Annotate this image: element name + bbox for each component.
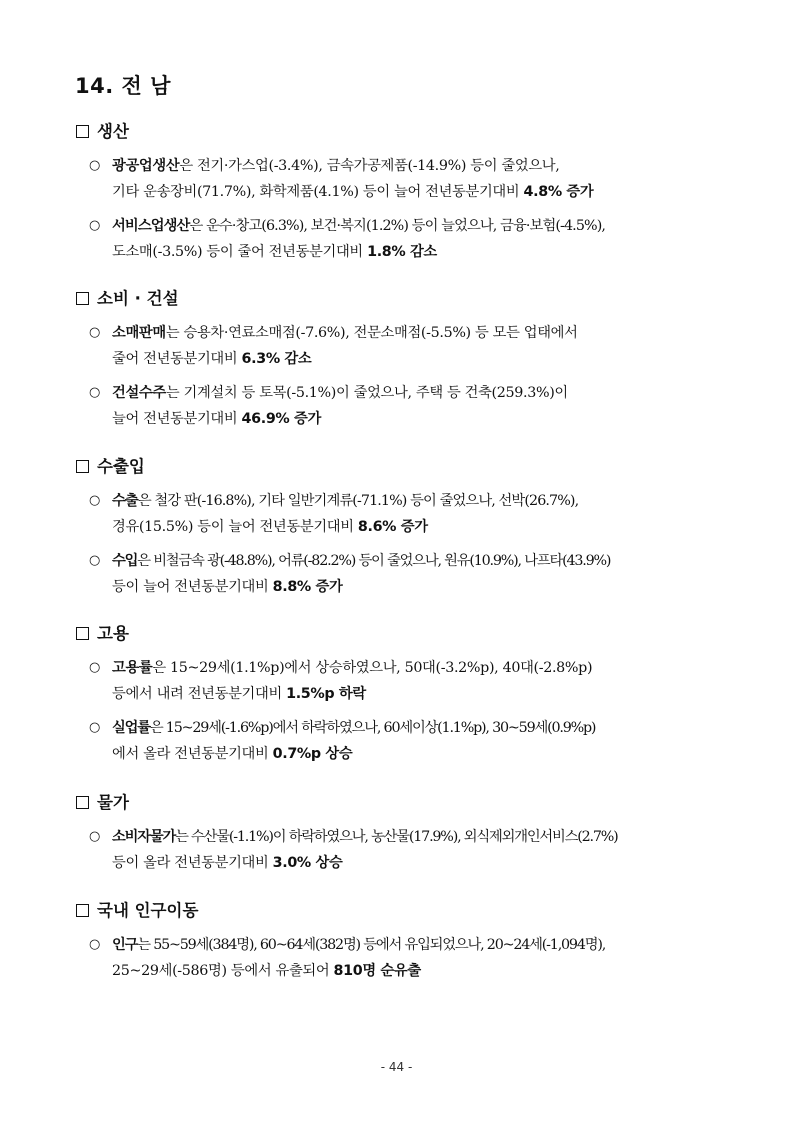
checkbox-square-icon	[76, 125, 89, 138]
page-title: 14. 전 남	[75, 74, 171, 98]
checkbox-square-icon	[76, 904, 89, 917]
item-keyword: 광공업생산	[112, 158, 180, 174]
item-keyword: 인구	[112, 937, 138, 953]
item-result: 46.9% 증가	[241, 411, 321, 427]
list-item	[76, 824, 726, 876]
list-item	[76, 153, 726, 205]
circle-bullet-icon: ○	[89, 325, 100, 340]
item-result: 3.0% 상승	[272, 855, 343, 871]
checkbox-square-icon	[76, 796, 89, 809]
item-result: 810명 순유출	[333, 963, 421, 979]
item-keyword: 수출	[112, 493, 138, 509]
list-item	[76, 932, 726, 984]
list-item	[76, 548, 726, 600]
item-text: 은 전기·가스업(-3.4%), 금속가공제품(-14.9%) 등이 줄었으나,	[179, 158, 560, 174]
item-text: 는 수산물(-1.1%)이 하락하였으나, 농산물(17.9%), 외식제외개인서비스(2.7%)	[175, 829, 618, 845]
circle-bullet-icon: ○	[89, 553, 100, 568]
item-result: 1.5%p 하락	[286, 686, 366, 702]
item-text: 등이 올라 전년동분기대비	[112, 855, 273, 871]
section-employment	[76, 621, 726, 767]
item-keyword: 수입	[112, 553, 138, 569]
list-item	[76, 488, 726, 540]
item-keyword: 소매판매	[112, 325, 166, 341]
item-text: 25~29세(-586명) 등에서 유출되어	[112, 963, 334, 979]
item-text: 도소매(-3.5%) 등이 줄어 전년동분기대비	[112, 244, 368, 260]
item-text: 은 15~29세(-1.6%p)에서 하락하였으나, 60세이상(1.1%p), 30~59세(0.9%p)	[149, 720, 596, 736]
checkbox-square-icon	[76, 460, 89, 473]
list-item	[76, 380, 726, 432]
item-result: 6.3% 감소	[241, 351, 312, 367]
item-keyword: 건설수주	[112, 385, 166, 401]
item-text: 은 철강 판(-16.8%), 기타 일반기계류(-71.1%) 등이 줄었으나, 선박(26.7%),	[137, 493, 579, 509]
item-keyword: 고용률	[112, 660, 153, 676]
circle-bullet-icon: ○	[89, 660, 100, 675]
circle-bullet-icon: ○	[89, 218, 100, 233]
item-result: 1.8% 감소	[367, 244, 437, 260]
list-item	[76, 213, 726, 265]
section-heading: 국내 인구이동	[76, 898, 726, 924]
item-result: 4.8% 증가	[523, 184, 594, 200]
item-keyword: 소비자물가	[112, 829, 176, 845]
section-heading: 소비 · 건설	[76, 286, 726, 312]
item-text: 에서 올라 전년동분기대비	[112, 746, 273, 762]
item-text: 는 승용차·연료소매점(-7.6%), 전문소매점(-5.5%) 등 모든 업태에서	[165, 325, 578, 341]
item-text: 은 운수·창고(6.3%), 보건·복지(1.2%) 등이 늘었으나, 금융·보험(-4.5%),	[189, 218, 606, 234]
item-text: 은 15~29세(1.1%p)에서 상승하였으나, 50대(-3.2%p), 40대(-2.8%p)	[152, 660, 593, 676]
circle-bullet-icon: ○	[89, 937, 100, 952]
item-text: 경유(15.5%) 등이 늘어 전년동분기대비	[112, 519, 358, 535]
list-item	[76, 320, 726, 372]
section-heading: 물가	[76, 790, 726, 816]
page-number: - 44 -	[380, 1060, 413, 1074]
section-heading: 수출입	[76, 454, 726, 480]
checkbox-square-icon	[76, 627, 89, 640]
section-population-movement	[76, 898, 726, 984]
section-consumption-construction	[76, 286, 726, 432]
item-text: 기타 운송장비(71.7%), 화학제품(4.1%) 등이 늘어 전년동분기대비	[112, 184, 524, 200]
list-item	[76, 655, 726, 707]
item-text: 등에서 내려 전년동분기대비	[112, 686, 287, 702]
item-result: 0.7%p 상승	[272, 746, 353, 762]
item-text: 등이 늘어 전년동분기대비	[112, 579, 273, 595]
section-prices	[76, 790, 726, 876]
section-production	[76, 119, 726, 265]
checkbox-square-icon	[76, 292, 89, 305]
item-text: 줄어 전년동분기대비	[112, 351, 242, 367]
section-heading: 생산	[76, 119, 726, 145]
circle-bullet-icon: ○	[89, 829, 100, 844]
circle-bullet-icon: ○	[89, 493, 100, 508]
circle-bullet-icon: ○	[89, 158, 100, 173]
item-result: 8.8% 증가	[272, 579, 343, 595]
section-trade	[76, 454, 726, 600]
item-text: 은 비철금속 광(-48.8%), 어류(-82.2%) 등이 줄었으나, 원유(10.9%), 나프타(43.9%)	[137, 553, 611, 569]
item-text: 는 기계설치 등 토목(-5.1%)이 줄었으나, 주택 등 건축(259.3%)이	[165, 385, 568, 401]
item-text: 는 55~59세(384명), 60~64세(382명) 등에서 유입되었으나, 20~24세(-1,094명),	[137, 937, 606, 953]
section-heading: 고용	[76, 621, 726, 647]
item-text: 늘어 전년동분기대비	[112, 411, 242, 427]
list-item	[76, 715, 726, 767]
item-result: 8.6% 증가	[357, 519, 428, 535]
circle-bullet-icon: ○	[89, 385, 100, 400]
circle-bullet-icon: ○	[89, 720, 100, 735]
item-keyword: 서비스업생산	[112, 218, 190, 234]
item-keyword: 실업률	[112, 720, 150, 736]
